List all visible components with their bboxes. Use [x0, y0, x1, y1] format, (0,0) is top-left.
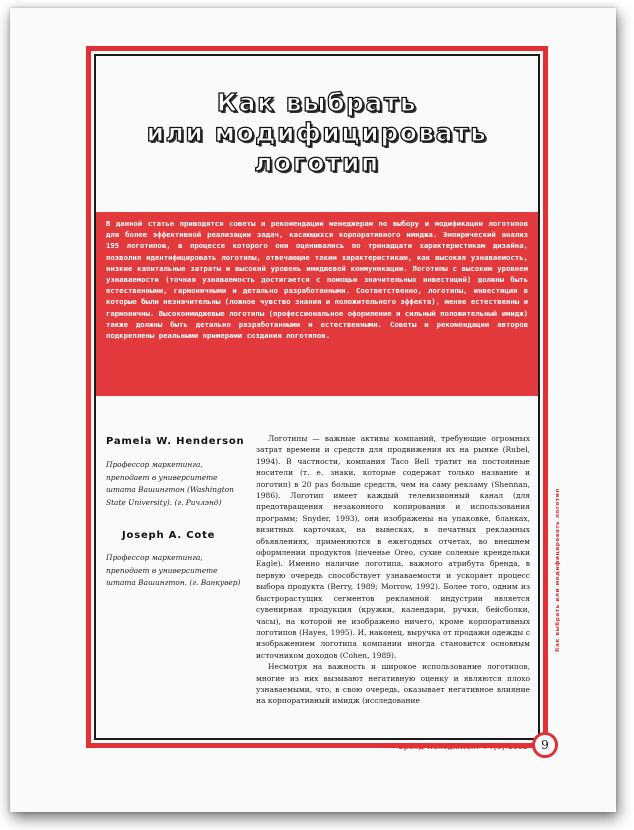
body-paragraph-2: Несмотря на важность и широкое использование логотипов, многие из них вызывают негативную оценку и являются плохо узнаваемыми, что, в свою очередь, оказывает негативное влияние на корпоративный имидж (исследование — [256, 662, 530, 706]
title-line-3: логотип — [254, 148, 380, 177]
running-head-vertical: Как выбрать или модифицировать логотип — [555, 488, 561, 652]
article-body — [256, 433, 530, 707]
author-name-1: Pamela W. Henderson — [106, 436, 245, 447]
title-line-1: Как выбрать — [216, 88, 418, 117]
author-name-2: Joseph A. Cote — [122, 530, 216, 541]
article-title — [100, 88, 534, 178]
author-affiliation-2: Профессор маркетинга, преподает в университете штата Вашингтон. (г. Ванкувер) — [106, 553, 241, 588]
abstract-block: В данной статье приводятся советы и рекомендации менеджерам по выбору и модификации логотипов для более эффективной реализации задач, касающихся корпоративного имиджа. Эмпирический анализ 195 логотипов, в процессе которого они оценивались по тринадцати характеристикам дизайна, позволил идентифицировать логотипы, отвечающие таким характеристикам, как высокая узнаваемость, низкие капитальные затраты и высокий уровень имиджевой коммуникации. Логотипы с высоким уровнем узнаваемости (точная узнаваемость достигается с помощью значительных инвестиций) должны быть естественными, гармоничными и детально разработанными. Соответственно, логотипы, инвестиции в которые были незначительны (ложное чувство знания и положительного эффекта), менее естественны и гармоничны. Высокоимиджевые логотипы (профессиональное оформление и сильный положительный имидж) также должны быть детально разработанными и естественными. Советы и рекомендации авторов подкреплены реальными примерами создания логотипов. — [96, 212, 538, 396]
author-affiliation-1: Профессор маркетинга, преподает в университете штата Вашингтон (Washington State University). (г. Ричлэнд) — [106, 460, 234, 507]
body-paragraph-1: Логотипы — важные активы компаний, требующие огромных затрат времени и средств для продвижения их на рынке (Rubel, 1994). В частности, компания Taco Bell тратит на постоянные носители (т. е. знаки, которые содержат только название и логотип) в 20 раз больше средств, чем на саму рекламу (Shennan, 1986). Логотип имеет каждый телевизионный канал (для предотвращения незаконного копирования и использования программ; Snyder, 1993), они изображены на упаковке, бланках, визитных карточках, на вывесках, в печатных рекламных объявлениях, применяются в ежегодных отчетах, во внешнем оформлении продуктов (печенье Oreo, сухие соленые крендельки Eagle). Именно наличие логотипа, важного атрибута бренда, в первую очередь способствует узнаваемости и ускоряет процесс выбора продукта (Berry, 1989; Morrow, 1992). Более того, одним из быстрорастущих сегментов рекламной индустрии является сувенирная продукция (кружки, календари, ручки, бейсболки, часы), на которой не изображено ничего, кроме корпоративных логотипов (Hayes, 1995). И, наконец, выручка от продажи одежды с изображением логотипа компании иногда становится основным источником доходов (Cohen, 1989). — [256, 434, 530, 660]
page-number-badge: 9 — [532, 732, 558, 758]
journal-footer: Бренд-менеджмент #4(8)·2002 — [398, 743, 528, 751]
title-line-2: или модифицировать — [146, 118, 488, 147]
